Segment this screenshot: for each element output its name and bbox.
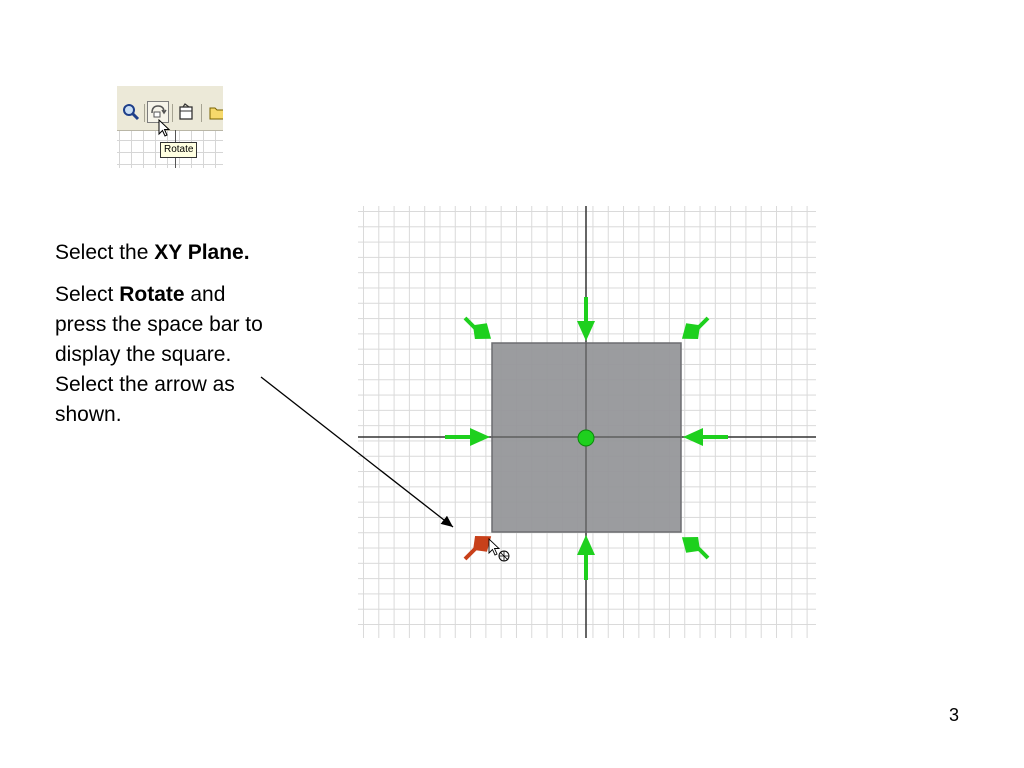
callout-arrow <box>261 377 453 527</box>
rotate-cursor-icon <box>489 539 509 561</box>
page-number: 3 <box>949 705 960 725</box>
arrow-top-left-corner[interactable] <box>465 318 491 341</box>
arrow-bottom-right-corner[interactable] <box>682 535 708 558</box>
arrow-bottom-left-corner-selected[interactable] <box>465 534 491 559</box>
center-handle[interactable] <box>578 430 594 446</box>
arrow-bottom[interactable] <box>577 535 595 580</box>
arrow-top-right-corner[interactable] <box>682 318 708 341</box>
arrow-right[interactable] <box>683 428 728 446</box>
instruction-step-1: Select the XY Plane. <box>55 241 250 264</box>
rotate-tooltip: Rotate <box>160 142 197 158</box>
arrow-left[interactable] <box>445 428 490 446</box>
arrow-top[interactable] <box>577 297 595 341</box>
instruction-step-2: Select Rotate and press the space bar to display the square. Select the arrow as shown. <box>55 283 263 426</box>
